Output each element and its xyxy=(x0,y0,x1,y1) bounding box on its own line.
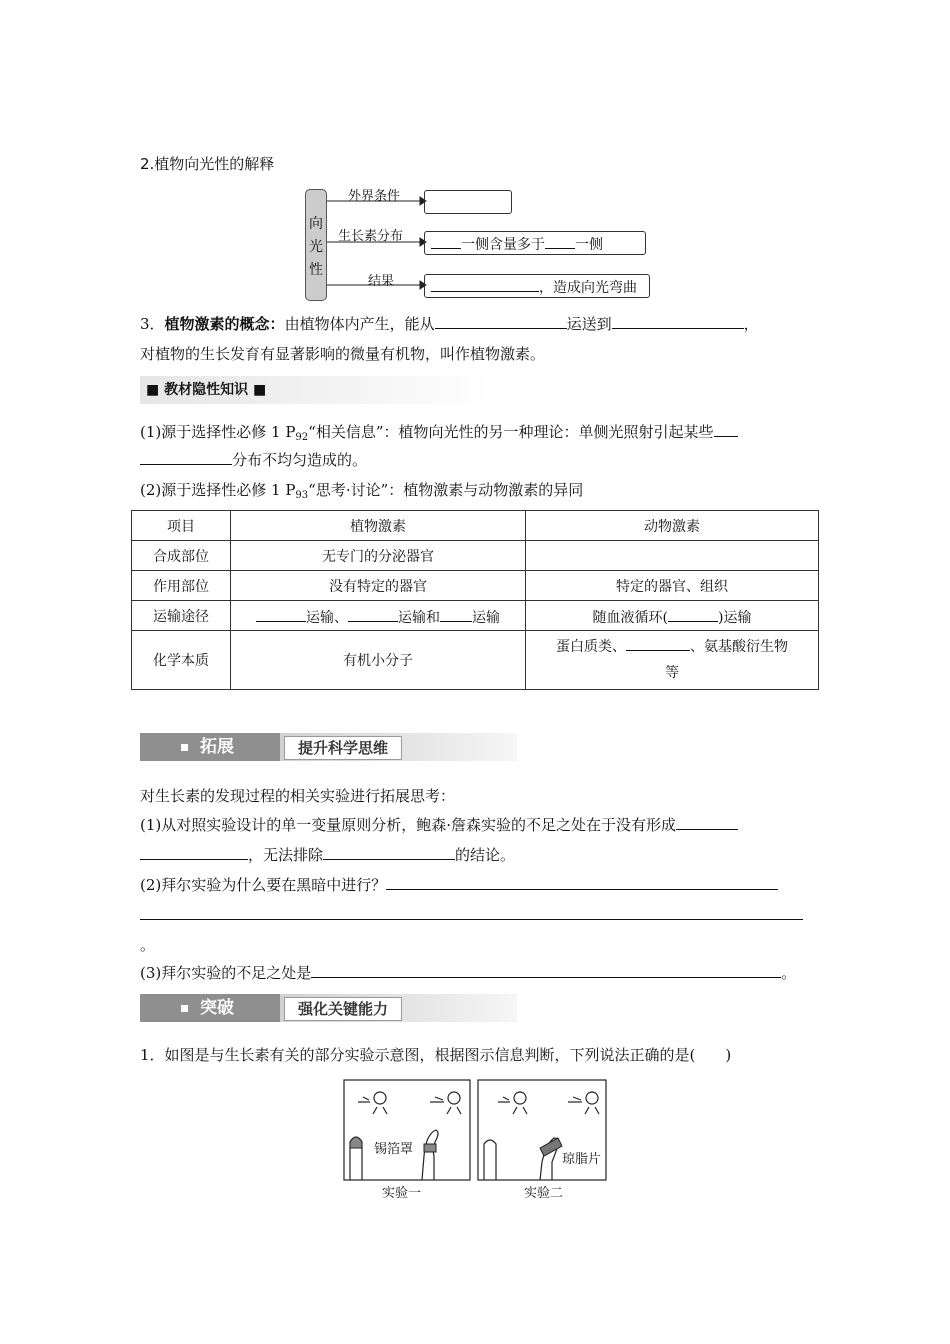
table-cell xyxy=(526,631,819,690)
table-row xyxy=(132,631,819,690)
text: 蛋白质类、 xyxy=(556,639,626,655)
banner-square xyxy=(181,1005,188,1012)
banner-tag: 提升科学思维 xyxy=(284,736,402,760)
banner-square xyxy=(181,744,188,751)
blank[interactable] xyxy=(348,605,398,622)
section-banner-expand xyxy=(140,733,517,761)
branch-label-result: 结果 xyxy=(368,274,395,289)
table-row xyxy=(132,571,819,601)
table-cell: 运输途径 xyxy=(132,601,231,631)
section-banner-breakthrough xyxy=(140,994,517,1022)
text: (2)源于选择性必修 1 P xyxy=(140,481,296,499)
text: 运输、 xyxy=(306,609,348,626)
table-header-row xyxy=(132,511,819,541)
blank[interactable] xyxy=(311,961,781,978)
branch-label-distribution: 生长素分布 xyxy=(338,229,404,244)
branch-box-distribution xyxy=(424,231,646,255)
branch-box-result xyxy=(424,274,650,298)
table-cell xyxy=(526,541,819,571)
diagram-center-char: 光 xyxy=(309,239,323,255)
text: 。 xyxy=(781,964,797,982)
blank[interactable] xyxy=(626,634,690,651)
blank[interactable] xyxy=(323,843,455,860)
hidden-knowledge-header: ■ 教材隐性知识 ■ xyxy=(140,376,490,404)
table-header: 植物激素 xyxy=(231,511,526,541)
text: (1)从对照实验设计的单一变量原则分析，鲍森·詹森实验的不足之处在于没有形成 xyxy=(140,816,677,834)
experiment-figure xyxy=(340,1078,620,1202)
blank[interactable] xyxy=(440,605,472,622)
text: (1)源于选择性必修 1 P xyxy=(140,423,296,441)
blank[interactable] xyxy=(545,232,575,249)
concept-line-1 xyxy=(140,312,812,336)
question-1: 1．如图是与生长素有关的部分实验示意图，根据图示信息判断，下列说法正确的是( ) xyxy=(140,1046,732,1064)
blank[interactable] xyxy=(431,232,461,249)
label-agar-piece: 琼脂片 xyxy=(562,1152,602,1167)
text: 运送到 xyxy=(566,315,612,333)
blank[interactable] xyxy=(435,312,567,329)
hk1-line-1 xyxy=(140,420,812,450)
branch-label-external: 外界条件 xyxy=(348,189,401,204)
subscript: 93 xyxy=(295,490,309,501)
expand-q2-line-1 xyxy=(140,873,812,897)
concept-lead: 植物激素的概念： xyxy=(164,315,285,333)
table-row xyxy=(132,541,819,571)
answer-line[interactable] xyxy=(140,919,803,920)
blank[interactable] xyxy=(256,605,306,622)
table-cell: 无专门的分泌器官 xyxy=(231,541,526,571)
text: ， xyxy=(743,315,759,333)
expand-q3-line xyxy=(140,961,812,985)
expand-q2-end: 。 xyxy=(140,936,156,954)
text: 随血液循环( xyxy=(592,609,668,626)
diagram-center-char: 向 xyxy=(309,216,323,232)
box-text: 一侧 xyxy=(575,237,603,253)
hk1-line-2 xyxy=(140,448,812,472)
box-text: 一侧含量多于 xyxy=(461,237,545,253)
box-text: ，造成向光弯曲 xyxy=(539,280,637,296)
banner-main xyxy=(140,733,280,761)
text: (2)拜尔实验为什么要在黑暗中进行？ xyxy=(140,876,387,894)
banner-tag: 强化关键能力 xyxy=(284,997,402,1021)
text: 运输和 xyxy=(398,609,440,626)
table-cell: 特定的器官、组织 xyxy=(526,571,819,601)
text: “思考·讨论”：植物激素与动物激素的异同 xyxy=(308,481,584,499)
text: )运输 xyxy=(718,609,752,626)
blank[interactable] xyxy=(386,873,778,890)
text: (3)拜尔实验的不足之处是 xyxy=(140,964,312,982)
text: 分布不均匀造成的。 xyxy=(232,451,368,469)
blank[interactable] xyxy=(668,605,718,622)
text: “相关信息”：植物向光性的另一种理论：单侧光照射引起某些 xyxy=(308,423,714,441)
phototropism-diagram xyxy=(300,185,660,303)
expand-q1-line-1 xyxy=(140,813,812,837)
text: ，无法排除 xyxy=(248,846,324,864)
hk2-line xyxy=(140,478,812,508)
blank[interactable] xyxy=(714,420,738,437)
text: 运输 xyxy=(472,609,500,626)
blank[interactable] xyxy=(612,312,744,329)
label-foil-cover: 锡箔罩 xyxy=(374,1142,414,1157)
table-cell: 合成部位 xyxy=(132,541,231,571)
num: 3． xyxy=(140,315,165,333)
table-header: 动物激素 xyxy=(526,511,819,541)
caption-experiment-2: 实验二 xyxy=(524,1186,564,1201)
table-cell: 化学本质 xyxy=(132,631,231,690)
hormone-comparison-table xyxy=(131,510,819,690)
table-cell xyxy=(526,601,819,631)
table-header: 项目 xyxy=(132,511,231,541)
branch-box-external xyxy=(424,190,512,214)
blank[interactable] xyxy=(140,448,232,465)
text: 等 xyxy=(665,665,679,681)
blank[interactable] xyxy=(140,843,248,860)
table-cell: 有机小分子 xyxy=(231,631,526,690)
text: 由植物体内产生，能从 xyxy=(284,315,435,333)
table-cell: 作用部位 xyxy=(132,571,231,601)
banner-title: 拓展 xyxy=(200,737,234,757)
blank[interactable] xyxy=(676,813,738,830)
text: 、氨基酸衍生物 xyxy=(690,639,788,655)
diagram-center-char: 性 xyxy=(309,262,323,278)
expand-intro: 对生长素的发现过程的相关实验进行拓展思考： xyxy=(140,787,456,805)
table-cell xyxy=(231,601,526,631)
banner-title: 突破 xyxy=(200,998,234,1018)
banner-main xyxy=(140,994,280,1022)
blank[interactable] xyxy=(431,275,539,292)
caption-experiment-1: 实验一 xyxy=(382,1186,422,1201)
text: 的结论。 xyxy=(455,846,516,864)
subscript: 92 xyxy=(295,432,309,443)
table-cell: 没有特定的器官 xyxy=(231,571,526,601)
expand-q1-line-2 xyxy=(140,843,812,867)
section-title: 2.植物向光性的解释 xyxy=(140,155,275,173)
concept-line-2: 对植物的生长发育有显著影响的微量有机物，叫作植物激素。 xyxy=(140,345,546,363)
table-row xyxy=(132,601,819,631)
